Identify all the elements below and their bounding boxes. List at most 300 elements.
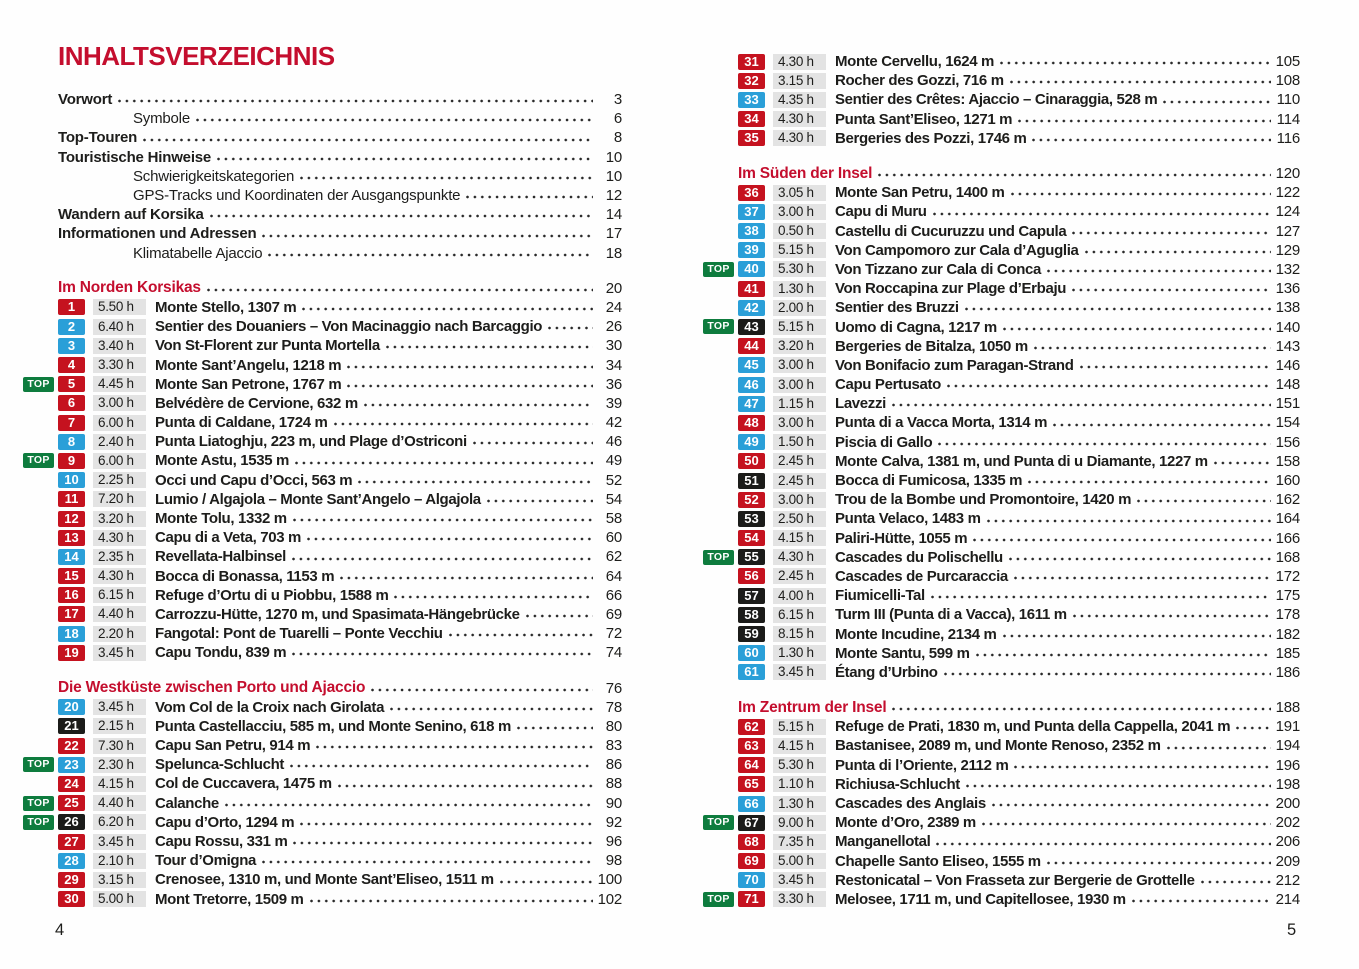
tour-duration: 1.30 h <box>773 281 826 297</box>
tour-number-badge: 4 <box>58 357 85 373</box>
tour-duration: 1.50 h <box>773 434 826 450</box>
tour-title: Bocca di Fumicosa, 1335 m <box>835 472 1023 490</box>
tour-title: Cascades du Polischellu <box>835 548 1003 566</box>
leader-dots <box>1033 342 1271 354</box>
tour-row <box>58 490 622 509</box>
section-heading <box>58 279 622 298</box>
tour-duration: 3.00 h <box>93 395 146 411</box>
tour-row <box>738 110 1300 129</box>
tour-duration: 3.00 h <box>773 492 826 508</box>
tour-page-number: 156 <box>1275 433 1300 451</box>
tour-row <box>58 870 622 889</box>
leader-dots <box>216 153 593 165</box>
leader-dots <box>292 837 593 849</box>
tour-duration: 6.15 h <box>93 587 146 603</box>
tour-number-badge: 29 <box>58 872 85 888</box>
leader-dots <box>891 703 1271 715</box>
tour-number-badge: 41 <box>738 281 765 297</box>
tour-title: Von Bonifacio zum Paragan-Strand <box>835 356 1074 374</box>
tour-duration: 5.00 h <box>773 853 826 869</box>
leader-dots <box>1131 895 1271 907</box>
leader-dots <box>299 818 593 830</box>
tour-duration: 2.35 h <box>93 549 146 565</box>
tour-row <box>738 52 1300 71</box>
tour-number-badge: 42 <box>738 300 765 316</box>
toc-page-number: 17 <box>605 225 622 243</box>
tour-page-number: 198 <box>1275 775 1300 793</box>
front-matter-list <box>58 90 622 263</box>
tour-duration: 1.30 h <box>773 796 826 812</box>
tour-page-number: 69 <box>605 605 622 623</box>
tour-row <box>27 451 622 470</box>
tour-number-badge: 59 <box>738 626 765 642</box>
tour-number-badge: 34 <box>738 111 765 127</box>
tour-number-badge: 57 <box>738 588 765 604</box>
tour-duration: 3.45 h <box>93 645 146 661</box>
tour-row <box>738 337 1300 356</box>
tour-page-number: 80 <box>605 717 622 735</box>
leader-dots <box>333 418 594 430</box>
leader-dots <box>1136 495 1271 507</box>
top-badge: TOP <box>703 319 734 334</box>
tour-number-badge: 56 <box>738 568 765 584</box>
leader-dots <box>1031 134 1271 146</box>
tour-duration: 3.00 h <box>773 415 826 431</box>
leader-dots <box>486 495 593 507</box>
tour-page-number: 164 <box>1275 510 1300 528</box>
top-badge: TOP <box>23 815 54 830</box>
leader-dots <box>346 380 593 392</box>
tour-number-badge: 55 <box>738 549 765 565</box>
toc-entry-label: GPS-Tracks und Koordinaten der Ausgangspunkte <box>133 187 461 205</box>
tour-page-number: 116 <box>1276 129 1300 147</box>
section-title: Im Zentrum der Insel <box>738 698 887 716</box>
tour-title: Punta di l’Oriente, 2112 m <box>835 756 1009 774</box>
tour-title: Revellata-Halbinsel <box>155 548 286 566</box>
tour-title: Fiumicelli-Tal <box>835 587 925 605</box>
tour-number-badge: 24 <box>58 776 85 792</box>
tour-row <box>58 643 622 662</box>
tour-number-badge: 38 <box>738 223 765 239</box>
tour-title: Mont Tretorre, 1509 m <box>155 890 304 908</box>
tour-row <box>738 663 1300 682</box>
tour-page-number: 194 <box>1275 737 1300 755</box>
tour-title: Carrozzu-Hütte, 1270 m, und Spasimata-Hängebrücke <box>155 605 520 623</box>
leader-dots <box>1046 265 1271 277</box>
tour-row <box>27 375 622 394</box>
tour-row <box>27 813 622 832</box>
top-badge: TOP <box>23 377 54 392</box>
tour-page-number: 90 <box>605 794 622 812</box>
leader-dots <box>357 476 593 488</box>
tour-title: Punta di a Vacca Morta, 1314 m <box>835 414 1048 432</box>
tour-page-number: 98 <box>605 852 622 870</box>
tour-duration: 5.15 h <box>773 242 826 258</box>
tour-title: Melosee, 1711 m, und Capitellosee, 1930 m <box>835 890 1126 908</box>
tour-page-number: 42 <box>605 414 622 432</box>
tour-number-badge: 62 <box>738 719 765 735</box>
leader-dots <box>389 703 593 715</box>
section-page-number: 20 <box>605 279 622 297</box>
tour-duration: 3.45 h <box>773 872 826 888</box>
tour-duration: 2.15 h <box>93 718 146 734</box>
tour-duration: 4.45 h <box>93 376 146 392</box>
leader-dots <box>306 533 593 545</box>
tour-title: Tour d’Omigna <box>155 852 256 870</box>
section <box>707 164 1300 682</box>
toc-entry-row <box>58 128 622 147</box>
tour-duration: 3.45 h <box>773 664 826 680</box>
tour-row <box>738 756 1300 775</box>
tour-row <box>738 509 1300 528</box>
tour-page-number: 88 <box>605 775 622 793</box>
tour-duration: 4.00 h <box>773 588 826 604</box>
leader-dots <box>972 534 1271 546</box>
tour-number-badge: 17 <box>58 606 85 622</box>
toc-entry-label: Touristische Hinweise <box>58 148 212 166</box>
tour-page-number: 162 <box>1275 491 1300 509</box>
leader-dots <box>363 399 593 411</box>
tour-title: Monte Astu, 1535 m <box>155 452 290 470</box>
tour-duration: 2.25 h <box>93 472 146 488</box>
tour-duration: 5.50 h <box>93 299 146 315</box>
tour-number-badge: 7 <box>58 415 85 431</box>
tour-title: Castellu di Cucuruzzu und Capula <box>835 222 1067 240</box>
leader-dots <box>472 437 593 449</box>
leader-dots <box>986 515 1271 527</box>
tour-duration: 3.30 h <box>93 357 146 373</box>
leader-dots <box>1162 96 1271 108</box>
tour-duration: 2.30 h <box>93 757 146 773</box>
toc-page-number: 12 <box>605 187 622 205</box>
top-badge: TOP <box>703 262 734 277</box>
tour-duration: 2.20 h <box>93 626 146 642</box>
top-badge: TOP <box>703 550 734 565</box>
tour-page-number: 172 <box>1275 567 1300 585</box>
tour-number-badge: 16 <box>58 587 85 603</box>
tour-page-number: 66 <box>605 586 622 604</box>
tour-row <box>738 490 1300 509</box>
tour-duration: 2.00 h <box>773 300 826 316</box>
tour-title: Lumio / Algajola – Monte Sant’Angelo – Algajola <box>155 490 481 508</box>
tour-page-number: 46 <box>605 433 622 451</box>
tour-page-number: 122 <box>1275 184 1300 202</box>
tour-number-badge: 39 <box>738 242 765 258</box>
tour-title: Spelunca-Schlucht <box>155 756 285 774</box>
tour-title: Monte Tolu, 1332 m <box>155 510 287 528</box>
tour-title: Punta Castellacciu, 585 m, und Monte Senino, 618 m <box>155 717 511 735</box>
tour-number-badge: 12 <box>58 511 85 527</box>
tour-title: Paliri-Hütte, 1055 m <box>835 529 968 547</box>
tour-title: Monte San Petru, 1400 m <box>835 184 1005 202</box>
tour-page-number: 214 <box>1275 890 1300 908</box>
toc-page-number: 14 <box>605 206 622 224</box>
tour-title: Capu di Muru <box>835 203 927 221</box>
tour-page-number: 114 <box>1276 110 1300 128</box>
tour-row <box>738 202 1300 221</box>
tour-title: Refuge d’Ortu di u Piobbu, 1588 m <box>155 586 389 604</box>
tour-duration: 3.20 h <box>773 338 826 354</box>
leader-dots <box>547 322 593 334</box>
tour-page-number: 60 <box>605 529 622 547</box>
tour-page-number: 49 <box>605 452 622 470</box>
tour-row <box>738 279 1300 298</box>
tour-number-badge: 33 <box>738 92 765 108</box>
leader-dots <box>877 169 1271 181</box>
leader-dots <box>393 591 593 603</box>
leader-dots <box>930 591 1271 603</box>
leader-dots <box>516 722 593 734</box>
tour-title: Calanche <box>155 794 219 812</box>
toc-entry-label: Informationen und Adressen <box>58 225 257 243</box>
top-badge: TOP <box>703 815 734 830</box>
tour-page-number: 209 <box>1275 852 1300 870</box>
tour-number-badge: 28 <box>58 853 85 869</box>
leader-dots <box>965 780 1271 792</box>
tour-title: Bergeries des Pozzi, 1746 m <box>835 129 1027 147</box>
leader-dots <box>294 457 593 469</box>
tour-number-badge: 71 <box>738 891 765 907</box>
tour-number-badge: 13 <box>58 530 85 546</box>
tour-page-number: 146 <box>1275 356 1300 374</box>
toc-entry-label: Wandern auf Korsika <box>58 206 204 224</box>
tour-duration: 3.00 h <box>773 357 826 373</box>
tour-duration: 7.30 h <box>93 738 146 754</box>
leader-dots <box>975 649 1271 661</box>
tour-duration: 7.20 h <box>93 491 146 507</box>
tour-row <box>738 222 1300 241</box>
leader-dots <box>337 780 593 792</box>
tour-page-number: 39 <box>605 394 622 412</box>
leader-dots <box>1010 188 1271 200</box>
tour-page-number: 140 <box>1275 318 1300 336</box>
tour-page-number: 136 <box>1275 280 1300 298</box>
tour-row <box>58 698 622 717</box>
leader-dots <box>339 572 593 584</box>
leader-dots <box>1002 323 1271 335</box>
leader-dots <box>1079 361 1271 373</box>
toc-page-number: 18 <box>605 244 622 262</box>
section-heading <box>738 164 1300 183</box>
toc-page-number: 8 <box>613 129 622 147</box>
tour-duration: 3.15 h <box>93 872 146 888</box>
tour-page-number: 34 <box>605 356 622 374</box>
tour-duration: 4.30 h <box>773 549 826 565</box>
tour-number-badge: 48 <box>738 415 765 431</box>
tour-page-number: 64 <box>605 567 622 585</box>
tour-number-badge: 61 <box>738 664 765 680</box>
tour-page-number: 178 <box>1275 606 1300 624</box>
section-title: Die Westküste zwischen Porto und Ajaccio <box>58 679 366 697</box>
tour-row <box>27 794 622 813</box>
tour-list-continued <box>738 52 1300 148</box>
section-title: Im Süden der Insel <box>738 164 873 182</box>
tour-row <box>738 241 1300 260</box>
leader-dots <box>499 876 593 888</box>
tour-page-number: 108 <box>1275 72 1300 90</box>
tour-number-badge: 58 <box>738 607 765 623</box>
tour-duration: 7.35 h <box>773 834 826 850</box>
tour-row <box>58 509 622 528</box>
tour-page-number: 110 <box>1276 91 1300 109</box>
tour-row <box>738 605 1300 624</box>
toc-entry-row <box>58 90 622 109</box>
tour-duration: 3.45 h <box>93 834 146 850</box>
tour-duration: 2.50 h <box>773 511 826 527</box>
tour-number-badge: 44 <box>738 338 765 354</box>
tour-duration: 4.35 h <box>773 92 826 108</box>
tour-page-number: 158 <box>1275 452 1300 470</box>
tour-title: Von Tizzano zur Cala di Conca <box>835 260 1041 278</box>
leader-dots <box>370 684 593 696</box>
tour-page-number: 36 <box>605 375 622 393</box>
tour-number-badge: 20 <box>58 699 85 715</box>
tour-page-number: 154 <box>1275 414 1300 432</box>
tour-title: Sentier des Crêtes: Ajaccio – Cinaraggia, 528 m <box>835 91 1158 109</box>
tour-title: Piscia di Gallo <box>835 433 933 451</box>
tour-row <box>58 832 622 851</box>
section-page-number: 76 <box>605 679 622 697</box>
tour-number-badge: 67 <box>738 815 765 831</box>
tour-title: Manganellotal <box>835 833 931 851</box>
tour-row <box>58 851 622 870</box>
tour-duration: 5.15 h <box>773 719 826 735</box>
leader-dots <box>932 208 1271 220</box>
tour-page-number: 78 <box>605 698 622 716</box>
leader-dots <box>943 668 1271 680</box>
tour-row <box>738 183 1300 202</box>
tour-row <box>58 336 622 355</box>
tour-row <box>738 775 1300 794</box>
tour-number-badge: 63 <box>738 738 765 754</box>
tour-number-badge: 30 <box>58 891 85 907</box>
leader-dots <box>117 95 593 107</box>
tour-duration: 6.15 h <box>773 607 826 623</box>
tour-title: Monte Stello, 1307 m <box>155 298 297 316</box>
leader-dots <box>981 818 1271 830</box>
tour-page-number: 168 <box>1275 548 1300 566</box>
tour-page-number: 166 <box>1275 529 1300 547</box>
tour-page-number: 206 <box>1275 833 1300 851</box>
top-badge: TOP <box>703 892 734 907</box>
tour-page-number: 151 <box>1275 395 1300 413</box>
tour-title: Punta Velaco, 1483 m <box>835 510 981 528</box>
tour-page-number: 83 <box>605 737 622 755</box>
tour-duration: 5.30 h <box>773 757 826 773</box>
tour-number-badge: 31 <box>738 54 765 70</box>
tour-title: Lavezzi <box>835 395 886 413</box>
tour-duration: 4.30 h <box>93 568 146 584</box>
leader-dots <box>291 648 593 660</box>
tour-row <box>58 717 622 736</box>
tour-title: Crenosee, 1310 m, und Monte Sant’Eliseo, 1511 m <box>155 871 494 889</box>
tour-page-number: 160 <box>1275 472 1300 490</box>
leader-dots <box>206 284 593 296</box>
tour-title: Fangotal: Pont de Tuarelli – Ponte Vecchiu <box>155 625 443 643</box>
section-page-number: 120 <box>1275 165 1300 183</box>
toc-entry-row <box>58 224 622 243</box>
tour-row <box>58 567 622 586</box>
tour-title: Monte Calva, 1381 m, und Punta di u Diamante, 1227 m <box>835 452 1208 470</box>
top-badge: TOP <box>23 757 54 772</box>
tour-page-number: 96 <box>605 833 622 851</box>
tour-page-number: 58 <box>605 510 622 528</box>
tour-title: Monte San Petrone, 1767 m <box>155 375 342 393</box>
tour-row <box>58 394 622 413</box>
tour-page-number: 143 <box>1275 337 1300 355</box>
tour-number-badge: 43 <box>738 319 765 335</box>
leader-dots <box>525 610 593 622</box>
tour-title: Rocher des Gozzi, 716 m <box>835 72 1004 90</box>
tour-row <box>58 736 622 755</box>
left-column <box>27 41 622 909</box>
toc-entry-label: Vorwort <box>58 91 113 109</box>
tour-title: Restonicatal – Von Frasseta zur Bergerie de Grottelle <box>835 871 1195 889</box>
tour-number-badge: 26 <box>58 814 85 830</box>
tour-duration: 6.00 h <box>93 415 146 431</box>
section-page-number: 188 <box>1275 699 1300 717</box>
tour-row <box>738 471 1300 490</box>
tour-page-number: 102 <box>597 890 622 908</box>
tour-duration: 2.45 h <box>773 473 826 489</box>
tour-duration: 4.15 h <box>773 530 826 546</box>
tour-duration: 3.20 h <box>93 511 146 527</box>
tour-page-number: 191 <box>1275 718 1300 736</box>
leader-dots <box>1013 761 1271 773</box>
tour-page-number: 182 <box>1275 625 1300 643</box>
tour-number-badge: 47 <box>738 396 765 412</box>
tour-page-number: 200 <box>1275 795 1300 813</box>
tour-page-number: 62 <box>605 548 622 566</box>
leader-dots <box>315 741 593 753</box>
tour-row <box>738 356 1300 375</box>
tour-duration: 3.05 h <box>773 185 826 201</box>
tour-number-badge: 37 <box>738 204 765 220</box>
tour-row <box>738 433 1300 452</box>
toc-page-number: 6 <box>613 110 622 128</box>
tour-row <box>707 813 1300 832</box>
tour-page-number: 105 <box>1275 53 1300 71</box>
tour-duration: 4.40 h <box>93 606 146 622</box>
tour-page-number: 72 <box>605 625 622 643</box>
tour-title: Von Roccapina zur Plage d’Erbaju <box>835 280 1067 298</box>
tour-duration: 4.30 h <box>773 111 826 127</box>
tour-duration: 1.30 h <box>773 645 826 661</box>
tour-row <box>738 452 1300 471</box>
leader-dots <box>1002 630 1271 642</box>
tour-title: Capu d’Orto, 1294 m <box>155 813 295 831</box>
tour-page-number: 24 <box>605 298 622 316</box>
tour-title: Punta di Caldane, 1724 m <box>155 414 328 432</box>
tour-row <box>58 605 622 624</box>
tour-number-badge: 70 <box>738 872 765 888</box>
toc-entry-row <box>58 244 622 263</box>
tour-row <box>58 547 622 566</box>
tour-row <box>738 852 1300 871</box>
tour-duration: 5.15 h <box>773 319 826 335</box>
tour-number-badge: 5 <box>58 376 85 392</box>
tour-title: Punta Sant’Eliseo, 1271 m <box>835 110 1013 128</box>
tour-title: Capu Rossu, 331 m <box>155 833 288 851</box>
tour-number-badge: 10 <box>58 472 85 488</box>
tour-duration: 4.30 h <box>773 130 826 146</box>
tour-row <box>27 755 622 774</box>
leader-dots <box>1084 246 1271 258</box>
tour-row <box>58 298 622 317</box>
leader-dots <box>999 57 1271 69</box>
toc-entry-label: Schwierigkeitskategorien <box>133 167 295 185</box>
tour-row <box>738 529 1300 548</box>
